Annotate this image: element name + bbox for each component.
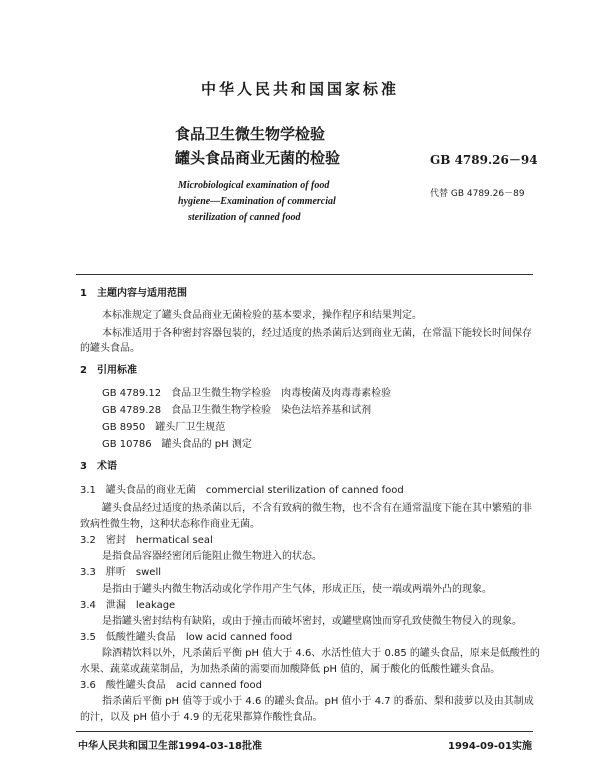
term-3-4-text: 是指罐头密封结构有缺陷，或由于撞击而破坏密封，或罐壁腐蚀而穿孔致使微生物侵入的现象。: [102, 616, 522, 627]
term-3-6-text-cont: 的汁，以及 pH 值小于 4.9 的无花果都算作酸性食品。: [80, 712, 323, 723]
section-1-heading: 1 主题内容与适用范围: [80, 288, 187, 299]
section-3-heading: 3 术语: [80, 461, 117, 472]
term-3-4-heading: 3.4 泄漏 leakage: [80, 600, 176, 611]
replaces-standard: 代替 GB 4789.26－89: [430, 189, 525, 199]
reference-item: GB 4789.12 食品卫生微生物学检验 肉毒梭菌及肉毒毒素检验: [102, 388, 392, 399]
term-3-5-heading: 3.5 低酸性罐头食品 low acid canned food: [80, 632, 293, 643]
header-divider: [76, 274, 533, 275]
term-3-3-text: 是指由于罐头内微生物活动或化学作用产生气体，形成正压，使一端或两端外凸的现象。: [102, 584, 492, 595]
title-zh-line2: 罐头食品商业无菌的检验: [175, 149, 341, 167]
title-en-line3: sterilization of canned food: [188, 212, 301, 223]
approval-statement: 中华人民共和国卫生部1994-03-18批准: [78, 741, 262, 752]
title-en-line2: hygiene—Examination of commercial: [178, 196, 336, 207]
section-1-paragraph-2-cont: 的罐头食品。: [80, 343, 140, 354]
term-3-1-text-cont: 致病性微生物，这种状态称作商业无菌。: [80, 519, 260, 530]
footer-divider: [76, 731, 533, 732]
section-1-paragraph-1: 本标准规定了罐头食品商业无菌检验的基本要求，操作程序和结果判定。: [102, 310, 422, 321]
term-3-6-heading: 3.6 酸性罐头食品 acid canned food: [80, 680, 262, 691]
term-3-3-heading: 3.3 胖听 swell: [80, 567, 162, 578]
reference-item: GB 4789.28 食品卫生微生物学检验 染色法培养基和试剂: [102, 405, 372, 416]
reference-item: GB 8950 罐头厂卫生规范: [102, 422, 226, 433]
national-standard-heading: 中华人民共和国国家标准: [200, 80, 399, 98]
term-3-6-text: 指杀菌后平衡 pH 值等于或小于 4.6 的罐头食品。pH 值小于 4.7 的番茄、梨和菠萝以及由其制成: [102, 696, 534, 707]
term-3-1-text: 罐头食品经过适度的热杀菌以后，不含有致病的微生物，也不含有在通常温度下能在其中繁殖的非: [102, 503, 532, 514]
section-2-heading: 2 引用标准: [80, 365, 137, 376]
reference-item: GB 10786 罐头食品的 pH 测定: [102, 439, 252, 450]
term-3-2-text: 是指食品容器经密闭后能阻止微生物进入的状态。: [102, 551, 322, 562]
term-3-2-heading: 3.2 密封 hermatical seal: [80, 535, 213, 546]
term-3-5-text-cont: 水果、蔬菜或蔬菜制品，为加热杀菌的需要而加酸降低 pH 值的，属于酸化的低酸性罐头食品。: [80, 664, 501, 675]
section-1-paragraph-2: 本标准适用于各种密封容器包装的，经过适度的热杀菌后达到商业无菌，在常温下能较长时间保存: [102, 328, 532, 339]
standard-number: GB 4789.26－94: [430, 153, 538, 167]
title-zh-line1: 食品卫生微生物学检验: [175, 125, 326, 143]
effective-date: 1994-09-01实施: [448, 741, 532, 752]
term-3-1-heading: 3.1 罐头食品的商业无菌 commercial sterilization of canned food: [80, 485, 404, 496]
term-3-5-text: 除酒精饮料以外，凡杀菌后平衡 pH 值大于 4.6、水活性值大于 0.85 的罐头食品，原来是低酸性的: [102, 648, 540, 659]
title-en-line1: Microbiological examination of food: [178, 180, 330, 191]
